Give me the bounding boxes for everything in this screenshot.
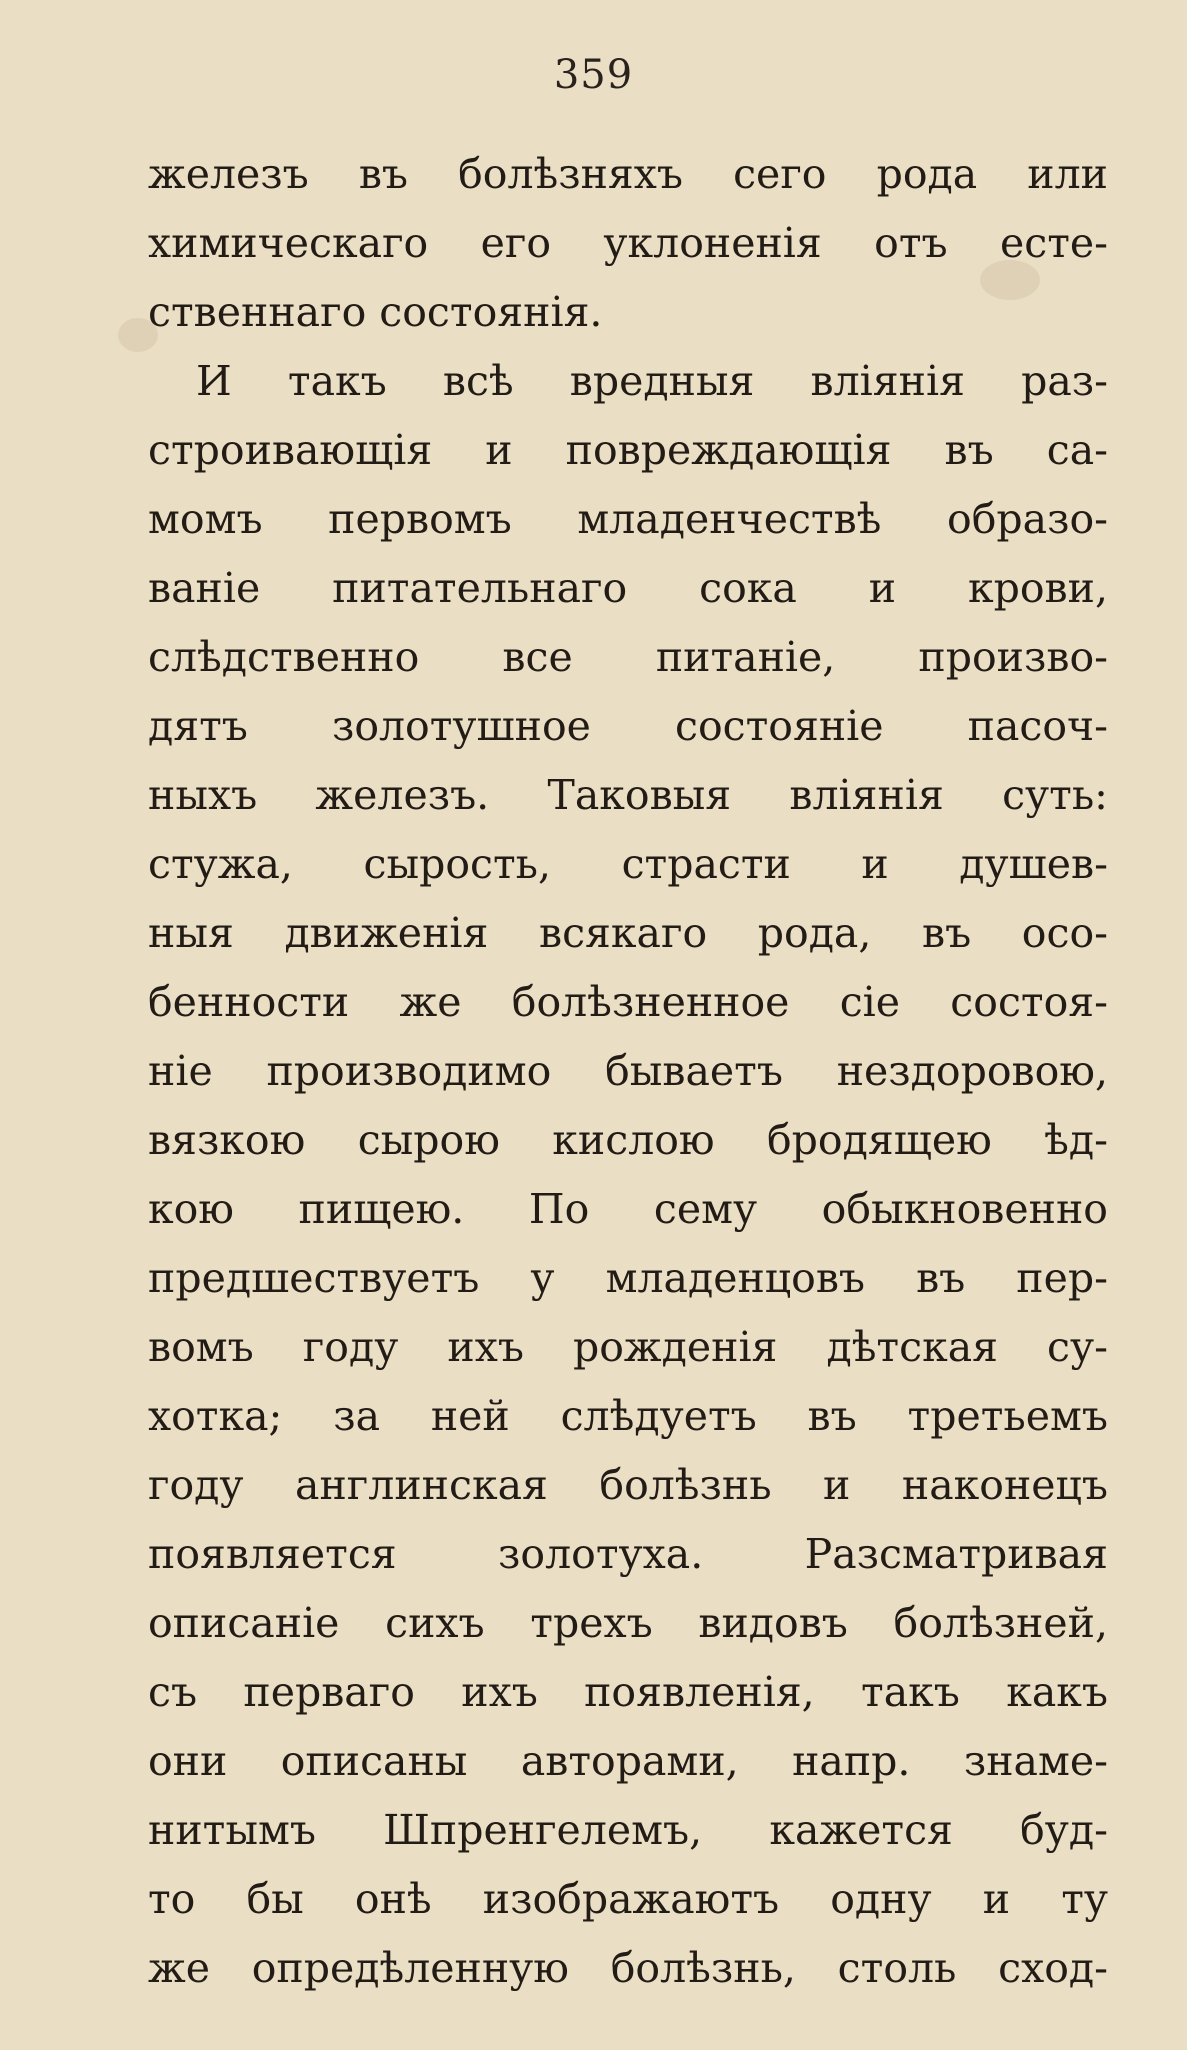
text-line: вомъ году ихъ рожденія дѣтская су- xyxy=(148,1323,1108,1371)
text-line: момъ первомъ младенчествѣ образо- xyxy=(148,495,1108,543)
page-number: 359 xyxy=(553,52,634,98)
text-line: слѣдственно все питаніе, произво- xyxy=(148,633,1108,681)
text-line: бенности же болѣзненное сіе состоя- xyxy=(148,978,1108,1026)
text-line: строивающія и повреждающія въ са- xyxy=(148,426,1108,474)
text-line: то бы онѣ изображаютъ одну и ту xyxy=(148,1875,1108,1923)
text-line: ваніе питательнаго сока и крови, xyxy=(148,564,1108,612)
text-line: съ перваго ихъ появленія, такъ какъ xyxy=(148,1668,1108,1716)
text-line: появляется золотуха. Разсматривая xyxy=(148,1530,1108,1578)
text-line: ныя движенія всякаго рода, въ осо- xyxy=(148,909,1108,957)
text-line: И такъ всѣ вредныя вліянія раз- xyxy=(196,357,1108,405)
text-line: они описаны авторами, напр. знаме- xyxy=(148,1737,1108,1785)
text-line: ственнаго состоянія. xyxy=(148,288,603,336)
text-line: хотка; за ней слѣдуетъ въ третьемъ xyxy=(148,1392,1108,1440)
body-text xyxy=(148,140,1108,2003)
text-line: нитымъ Шпренгелемъ, кажется буд- xyxy=(148,1806,1108,1854)
text-line: же опредѣленную болѣзнь, столь сход- xyxy=(148,1944,1108,1992)
text-line: году англинская болѣзнь и наконецъ xyxy=(148,1461,1108,1509)
text-line: кою пищею. По сему обыкновенно xyxy=(148,1185,1108,1233)
text-line: железъ въ болѣзняхъ сего рода или xyxy=(148,150,1108,198)
text-line: дятъ золотушное состояніе пасоч- xyxy=(148,702,1108,750)
text-line: предшествуетъ у младенцовъ въ пер- xyxy=(148,1254,1108,1302)
text-line: стужа, сырость, страсти и душев- xyxy=(148,840,1108,888)
text-line: ніе производимо бываетъ нездоровою, xyxy=(148,1047,1108,1095)
text-line: описаніе сихъ трехъ видовъ болѣзней, xyxy=(148,1599,1108,1647)
text-line: ныхъ железъ. Таковыя вліянія суть: xyxy=(148,771,1108,819)
text-line: вязкою сырою кислою бродящею ѣд- xyxy=(148,1116,1108,1164)
text-line: химическаго его уклоненія отъ есте- xyxy=(148,219,1108,267)
